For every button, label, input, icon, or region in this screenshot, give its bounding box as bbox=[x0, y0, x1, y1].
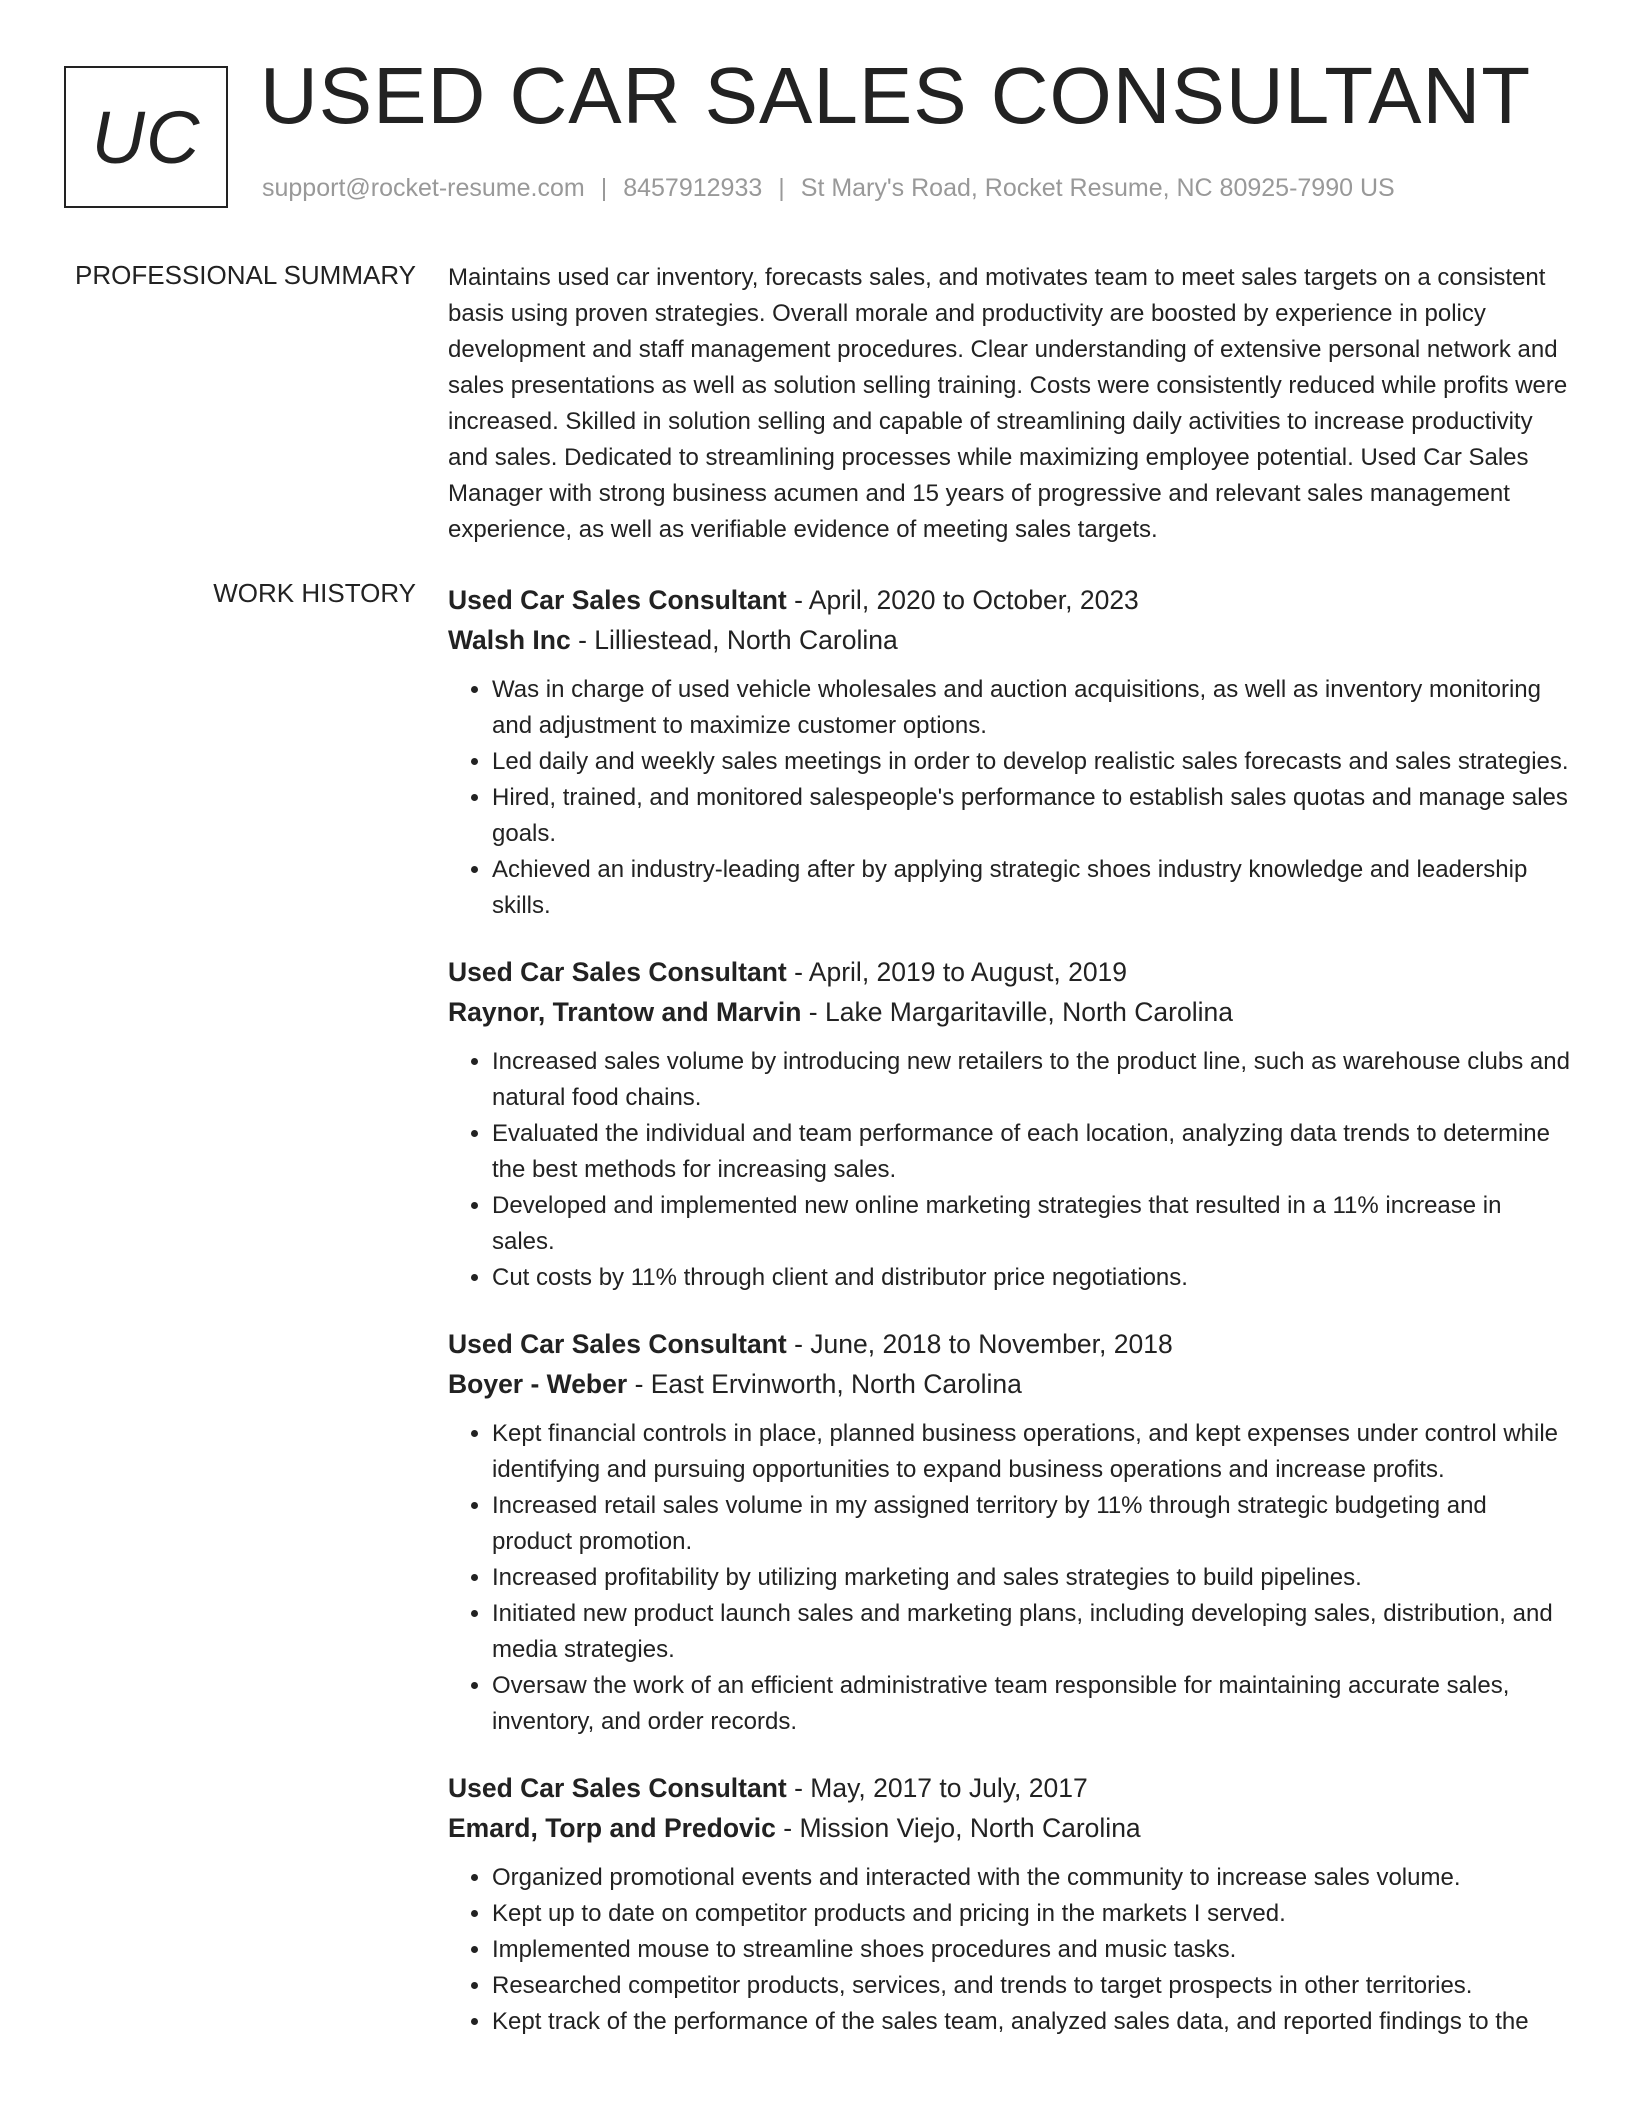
summary-text: Maintains used car inventory, forecasts sales, and motivates team to meet sales targets on a consistent basis using proven strategies. Overall morale and productivity are boosted by experience in policy development and staff management procedures. Clear understanding of extensive personal network and sales presentations as well as solution selling training. Costs were consistently reduced while profits were increased. Skilled in solution selling and capable of streamlining daily activities to increase productivity and sales. Dedicated to streamlining processes while maximizing employee potential. Used Car Sales Manager with strong business acumen and 15 years of progressive and relevant sales management experience, as well as verifiable evidence of meeting sales targets. bbox=[448, 264, 1568, 543]
job-bullet: • Organized promotional events and interacted with the community to increase sales volume. bbox=[492, 1860, 1570, 1896]
job-dates: - June, 2018 to November, 2018 bbox=[794, 1329, 1173, 1359]
job-company: Boyer - Weber bbox=[448, 1369, 628, 1399]
job-entry bbox=[448, 1324, 1570, 1740]
job-dates: - April, 2020 to October, 2023 bbox=[794, 585, 1139, 615]
job-bullets bbox=[448, 1044, 1570, 1296]
job-title: Used Car Sales Consultant bbox=[448, 1773, 787, 1803]
job-location: - Lilliestead, North Carolina bbox=[578, 625, 898, 655]
job-company: Emard, Torp and Predovic bbox=[448, 1813, 776, 1843]
job-bullet: • Increased sales volume by introducing new retailers to the product line, such as warehouse clubs and natural food chains. bbox=[492, 1044, 1570, 1116]
job-title-line bbox=[448, 1324, 1570, 1364]
job-bullet: • Researched competitor products, services, and trends to target prospects in other territories. bbox=[492, 1968, 1570, 2004]
contact-email: support@rocket-resume.com bbox=[262, 174, 585, 202]
job-bullet: • Achieved an industry-leading after by applying strategic shoes industry knowledge and leadership skills. bbox=[492, 852, 1570, 924]
job-company-line bbox=[448, 1364, 1570, 1404]
work-history-heading: WORK HISTORY bbox=[213, 578, 416, 608]
job-bullet: • Increased profitability by utilizing marketing and sales strategies to build pipelines. bbox=[492, 1560, 1570, 1596]
job-entry bbox=[448, 1768, 1570, 2040]
job-company-line bbox=[448, 992, 1570, 1032]
monogram: UC bbox=[64, 66, 228, 208]
job-bullet: • Implemented mouse to streamline shoes procedures and music tasks. bbox=[492, 1932, 1570, 1968]
work-history-list bbox=[448, 580, 1570, 2068]
job-location: - Lake Margaritaville, North Carolina bbox=[808, 997, 1233, 1027]
job-bullet: • Kept track of the performance of the sales team, analyzed sales data, and reported findings to the bbox=[492, 2004, 1570, 2040]
contact-separator: | bbox=[778, 174, 785, 202]
summary-heading: PROFESSIONAL SUMMARY bbox=[75, 260, 416, 290]
job-bullet: • Led daily and weekly sales meetings in order to develop realistic sales forecasts and sales strategies. bbox=[492, 744, 1570, 780]
job-bullets bbox=[448, 1416, 1570, 1740]
job-entry bbox=[448, 580, 1570, 924]
job-location: - East Ervinworth, North Carolina bbox=[634, 1369, 1022, 1399]
job-company-line bbox=[448, 620, 1570, 660]
job-bullet: • Was in charge of used vehicle wholesales and auction acquisitions, as well as inventory monitoring and adjustment to maximize customer options. bbox=[492, 672, 1570, 744]
job-company-line bbox=[448, 1808, 1570, 1848]
contact-line bbox=[262, 174, 1395, 203]
job-bullets bbox=[448, 672, 1570, 924]
contact-phone: 8457912933 bbox=[623, 174, 763, 202]
job-bullet: • Cut costs by 11% through client and distributor price negotiations. bbox=[492, 1260, 1570, 1296]
job-title: Used Car Sales Consultant bbox=[448, 957, 787, 987]
job-entry bbox=[448, 952, 1570, 1296]
job-bullet: • Evaluated the individual and team performance of each location, analyzing data trends to determine the best methods for increasing sales. bbox=[492, 1116, 1570, 1188]
job-bullet: • Kept up to date on competitor products and pricing in the markets I served. bbox=[492, 1896, 1570, 1932]
job-bullet: • Initiated new product launch sales and marketing plans, including developing sales, distribution, and media strategies. bbox=[492, 1596, 1570, 1668]
job-title-line bbox=[448, 1768, 1570, 1808]
contact-separator: | bbox=[600, 174, 608, 202]
page-title: USED CAR SALES CONSULTANT bbox=[260, 51, 1532, 140]
job-location: - Mission Viejo, North Carolina bbox=[783, 1813, 1141, 1843]
job-bullet: • Oversaw the work of an efficient administrative team responsible for maintaining accurate sales, inventory, and order records. bbox=[492, 1668, 1570, 1740]
job-title-line bbox=[448, 952, 1570, 992]
job-company: Walsh Inc bbox=[448, 625, 571, 655]
job-dates: - May, 2017 to July, 2017 bbox=[794, 1773, 1088, 1803]
job-bullet: • Increased retail sales volume in my assigned territory by 11% through strategic budgeting and product promotion. bbox=[492, 1488, 1570, 1560]
job-company: Raynor, Trantow and Marvin bbox=[448, 997, 802, 1027]
job-title: Used Car Sales Consultant bbox=[448, 585, 787, 615]
contact-address: St Mary's Road, Rocket Resume, NC 80925-7990 US bbox=[800, 174, 1395, 202]
job-bullet: • Developed and implemented new online marketing strategies that resulted in a 11% increase in sales. bbox=[492, 1188, 1570, 1260]
job-bullet: • Hired, trained, and monitored salespeople's performance to establish sales quotas and manage sales goals. bbox=[492, 780, 1570, 852]
job-title-line bbox=[448, 580, 1570, 620]
job-dates: - April, 2019 to August, 2019 bbox=[794, 957, 1128, 987]
job-bullets bbox=[448, 1860, 1570, 2040]
job-bullet: • Kept financial controls in place, planned business operations, and kept expenses under control while identifying and pursuing opportunities to expand business operations and increase profits. bbox=[492, 1416, 1570, 1488]
job-title: Used Car Sales Consultant bbox=[448, 1329, 787, 1359]
